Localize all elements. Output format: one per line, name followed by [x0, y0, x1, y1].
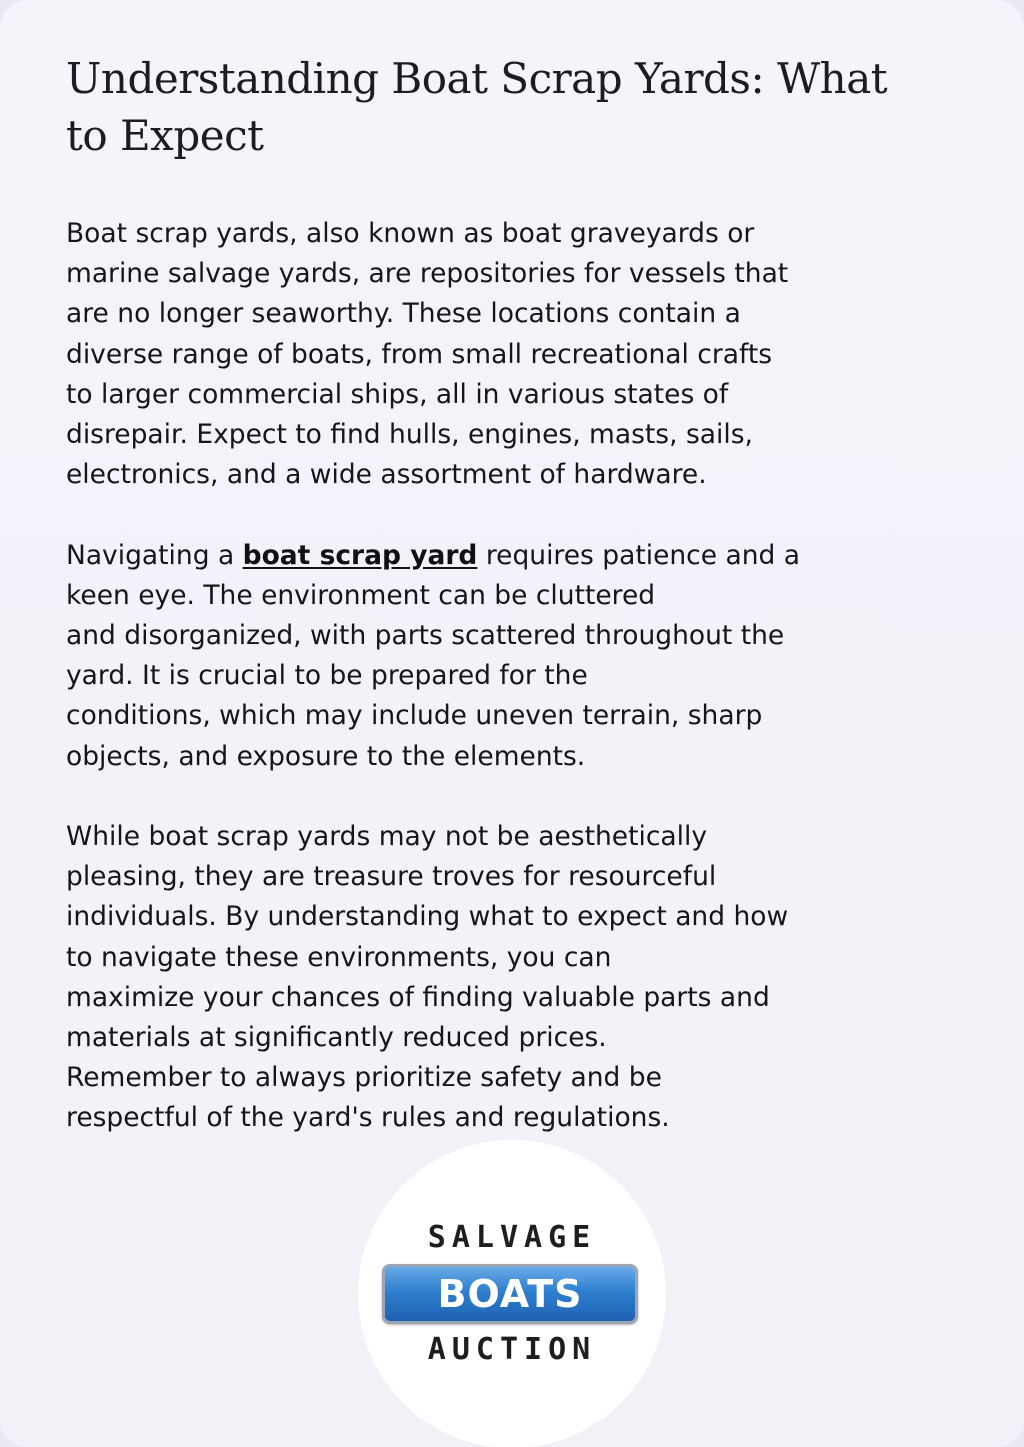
article-body — [66, 214, 866, 1179]
text-line: individuals. By understanding what to expect and how — [66, 901, 789, 933]
text-line: diverse range of boats, from small recreational crafts — [66, 338, 773, 370]
text-segment: Navigating a — [66, 539, 243, 571]
text-line: keen eye. The environment can be cluttered — [66, 579, 656, 611]
text-line: yard. It is crucial to be prepared for the — [66, 660, 588, 692]
text-line: conditions, which may include uneven terrain, sharp — [66, 700, 763, 732]
title-line-1: Understanding Boat Scrap Yards: What — [66, 54, 888, 103]
logo-bottom-text: AUCTION — [427, 1332, 597, 1367]
paragraph-1 — [66, 214, 866, 495]
text-line: objects, and exposure to the elements. — [66, 740, 586, 772]
text-line: to larger commercial ships, all in various states of — [66, 378, 729, 410]
text-line: electronics, and a wide assortment of hardware. — [66, 459, 707, 491]
text-line: maximize your chances of finding valuable parts and — [66, 981, 770, 1013]
text-line: Remember to always prioritize safety and be — [66, 1062, 662, 1094]
text-line: While boat scrap yards may not be aesthetically — [66, 821, 708, 853]
text-line: pleasing, they are treasure troves for resourceful — [66, 861, 717, 893]
paragraph-3 — [66, 817, 866, 1139]
text-line: are no longer seaworthy. These locations contain a — [66, 298, 741, 330]
text-line: respectful of the yard's rules and regulations. — [66, 1102, 670, 1134]
text-line: disrepair. Expect to find hulls, engines, masts, sails, — [66, 419, 753, 451]
page-title — [66, 50, 986, 164]
text-line: and disorganized, with parts scattered throughout the — [66, 620, 785, 652]
text-line: marine salvage yards, are repositories for vessels that — [66, 258, 789, 290]
text-line: materials at significantly reduced prices. — [66, 1022, 607, 1054]
text-line: to navigate these environments, you can — [66, 941, 612, 973]
logo-badge: BOATS — [382, 1264, 638, 1324]
text-line — [66, 536, 866, 576]
boat-scrap-yard-link[interactable]: boat scrap yard — [242, 539, 478, 571]
logo-top-text: SALVAGE — [427, 1220, 597, 1255]
paragraph-2 — [66, 536, 866, 777]
text-segment: requires patience and a — [477, 539, 800, 571]
title-line-2: to Expect — [66, 111, 264, 160]
salvage-boats-auction-logo — [358, 1140, 666, 1447]
text-line: Boat scrap yards, also known as boat graveyards or — [66, 218, 755, 249]
